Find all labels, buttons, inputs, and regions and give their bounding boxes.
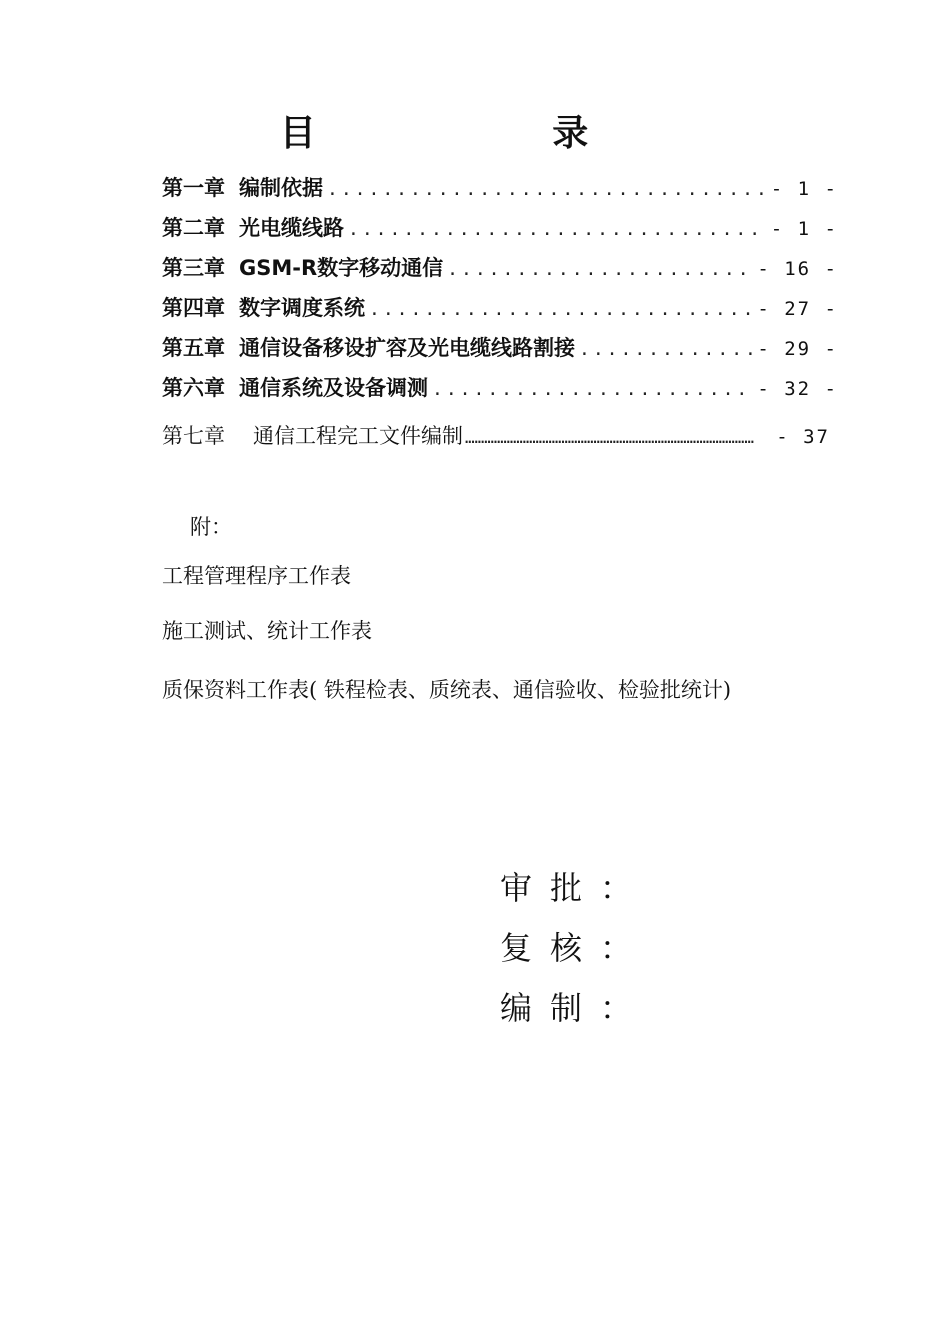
toc-chapter-title: 光电缆线路	[239, 216, 344, 240]
toc-chapter-title: 通信工程完工文件编制	[253, 424, 463, 448]
toc-chapter-number: 第七章	[162, 424, 225, 448]
toc-entry-chapter-4[interactable]	[162, 288, 838, 328]
toc-leader-dots	[369, 290, 753, 330]
toc-page-number: - 1 -	[770, 178, 838, 200]
toc-entry-chapter-3[interactable]	[162, 248, 838, 288]
toc-entry-chapter-6[interactable]	[162, 368, 838, 408]
toc-chapter-title: 编制依据	[239, 176, 323, 200]
toc-entry-chapter-1[interactable]	[162, 168, 838, 208]
toc-leader-dots	[579, 330, 753, 370]
toc-leader-dots	[348, 210, 767, 250]
toc-leader-dots	[447, 250, 753, 290]
toc-chapter-title: 通信设备移设扩容及光电缆线路割接	[239, 336, 575, 360]
appendix-item: 施工测试、统计工作表	[162, 619, 372, 643]
appendix-item: 工程管理程序工作表	[162, 564, 351, 588]
toc-chapter-number: 第一章	[162, 176, 225, 200]
toc-chapter-title: 数字调度系统	[239, 296, 365, 320]
toc-leader-dots	[327, 170, 767, 210]
toc-page-number: - 32 -	[757, 378, 838, 400]
toc-entry-chapter-7[interactable]	[162, 408, 838, 464]
appendix-item: 质保资料工作表( 铁程检表、质统表、通信验收、检验批统计)	[162, 678, 732, 702]
toc-entry-chapter-5[interactable]	[162, 328, 838, 368]
toc-leader-dots	[465, 410, 774, 466]
appendix-section	[162, 505, 842, 721]
toc-chapter-number: 第二章	[162, 216, 225, 240]
toc-chapter-number: 第五章	[162, 336, 225, 360]
toc-chapter-number: 第六章	[162, 376, 225, 400]
toc-page-number: - 37	[776, 426, 830, 448]
toc-entry-chapter-2[interactable]	[162, 208, 838, 248]
approve-label: 审批：	[500, 869, 651, 907]
toc-leader-dots	[432, 370, 753, 410]
table-of-contents	[162, 168, 838, 464]
toc-page-number: - 16 -	[757, 258, 838, 280]
toc-chapter-title: GSM-R数字移动通信	[239, 256, 444, 280]
compile-label: 编制：	[500, 989, 651, 1027]
signoff-block	[500, 858, 650, 1038]
toc-page-number: - 1 -	[770, 218, 838, 240]
toc-chapter-number: 第三章	[162, 256, 225, 280]
toc-page-number: - 29 -	[757, 338, 838, 360]
toc-chapter-title: 通信系统及设备调测	[239, 376, 428, 400]
page-title: 目 录	[279, 113, 701, 154]
toc-page-number: - 27 -	[757, 298, 838, 320]
appendix-label: 附：	[190, 515, 232, 539]
toc-chapter-number: 第四章	[162, 296, 225, 320]
review-label: 复核：	[500, 929, 651, 967]
